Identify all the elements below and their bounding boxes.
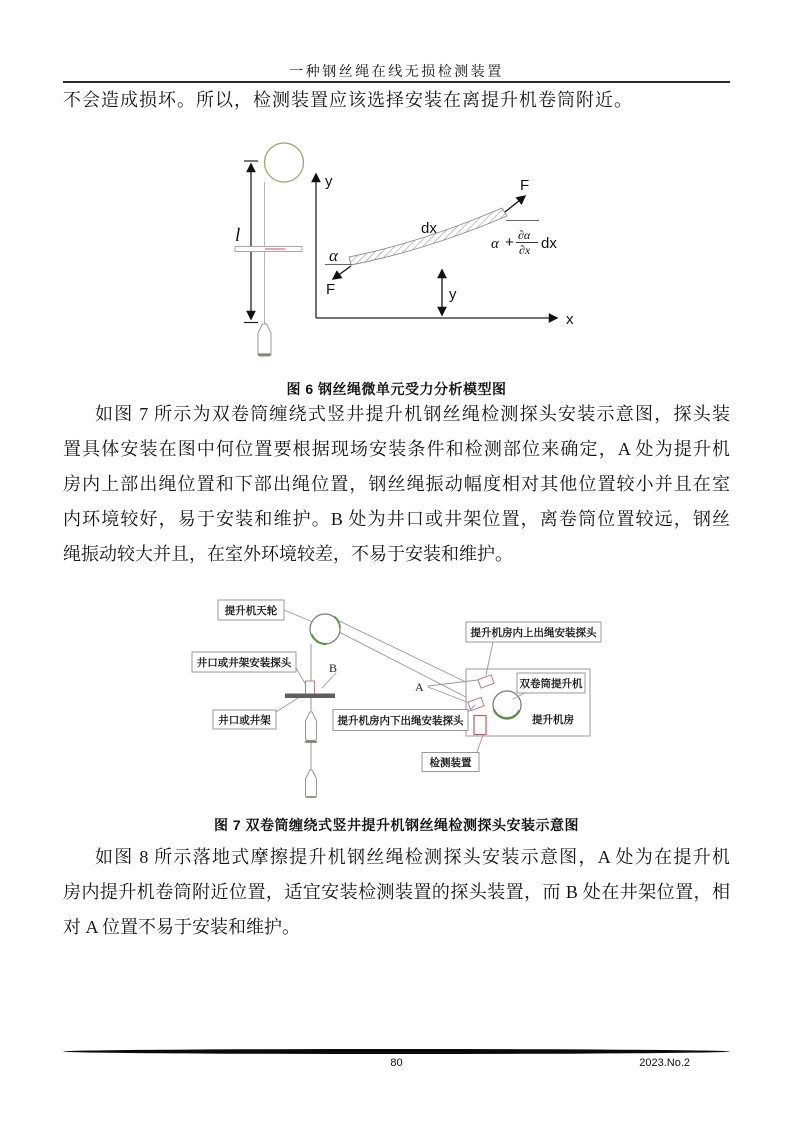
x-axis-label: x bbox=[566, 311, 574, 328]
wellhead-bar bbox=[285, 694, 335, 699]
label-wellhead bbox=[213, 710, 276, 729]
figure7-diagram bbox=[185, 595, 605, 807]
label-wellhead-text: 井口或井架 bbox=[218, 714, 271, 727]
label-probe-wellhead bbox=[192, 652, 296, 672]
rope-pendulum-sketch bbox=[235, 143, 304, 356]
paragraph-line: 对 A 位置不易于安装和维护。 bbox=[63, 917, 301, 937]
point-a-label: A bbox=[415, 680, 424, 694]
label-probe-wellhead-text: 井口或井架安装探头 bbox=[196, 657, 292, 669]
figure7-caption: 图 7 双卷筒缠绕式竖井提升机钢丝绳检测探头安装示意图 bbox=[213, 817, 580, 833]
label-head-sheave bbox=[218, 600, 284, 620]
force-right-label: F bbox=[520, 177, 530, 194]
detector-icon bbox=[474, 716, 486, 735]
page-header-title: 一种钢丝绳在线无损检测装置 bbox=[289, 65, 504, 80]
leader-head-sheave bbox=[284, 610, 313, 622]
label-detector-text: 检测装置 bbox=[429, 757, 472, 769]
formula-plus: + bbox=[505, 234, 514, 251]
label-drum bbox=[517, 673, 585, 693]
sag-label: y bbox=[449, 286, 457, 303]
length-label: l bbox=[235, 225, 241, 246]
leader-wellhead bbox=[276, 698, 298, 712]
formula-numerator: ∂α bbox=[518, 228, 531, 242]
paragraph-line: 置具体安装在图中何位置要根据现场安装条件和检测部位来确定，A 处为提升机 bbox=[63, 439, 730, 459]
force-left-arrow bbox=[333, 266, 351, 279]
formula-denominator: ∂x bbox=[519, 243, 531, 257]
leader-probe-wellhead bbox=[296, 668, 306, 685]
paragraph-line: 如图 8 所示落地式摩擦提升机钢丝绳检测探头安装示意图，A 处为在提升机 bbox=[95, 847, 730, 867]
formula-dx: dx bbox=[541, 235, 557, 252]
page-number: 80 bbox=[390, 1057, 403, 1069]
footer-rule bbox=[63, 1049, 730, 1054]
formula-alpha: α bbox=[491, 236, 499, 252]
figure6-caption: 图 6 钢丝绳微单元受力分析模型图 bbox=[286, 381, 507, 397]
paragraph-2 bbox=[63, 397, 730, 572]
paragraph-line: 不会造成损坏。所以，检测装置应该选择安装在离提升机卷筒附近。 bbox=[63, 90, 633, 110]
weight-icon bbox=[258, 324, 271, 356]
machine-room-label: 提升机房 bbox=[532, 714, 574, 726]
paragraph-line: 房内提升机卷筒附近位置，适宜安装检测装置的探头装置，而 B 处在井架位置，相 bbox=[63, 882, 730, 902]
figure6-diagram bbox=[225, 140, 580, 378]
label-probe-upper-text: 提升机房内上出绳安装探头 bbox=[470, 627, 597, 639]
leader-detector bbox=[477, 735, 483, 752]
label-probe-lower bbox=[333, 710, 468, 731]
label-drum-text: 双卷筒提升机 bbox=[519, 678, 583, 690]
pulley-icon bbox=[265, 143, 304, 182]
label-probe-upper bbox=[466, 622, 601, 642]
label-detector bbox=[422, 753, 479, 772]
angle-formula bbox=[491, 228, 557, 257]
point-b-label: B bbox=[329, 661, 338, 675]
dx-label: dx bbox=[421, 220, 437, 237]
label-head-sheave-text: 提升机天轮 bbox=[224, 605, 278, 617]
probe-b-icon bbox=[306, 681, 315, 694]
paragraph-line: 绳振动较大并且，在室外环境较差，不易于安装和维护。 bbox=[63, 544, 513, 564]
issue-label: 2023.No.2 bbox=[639, 1057, 690, 1069]
y-axis-label: y bbox=[325, 173, 333, 190]
weight1-icon bbox=[306, 712, 317, 741]
paragraph-1 bbox=[63, 83, 730, 118]
weight2-icon bbox=[306, 770, 317, 798]
force-right-arrow bbox=[505, 196, 525, 212]
paragraph-3 bbox=[63, 840, 730, 945]
alpha-label: α bbox=[329, 246, 338, 265]
paragraph-line: 房内上部出绳位置和下部出绳位置，钢丝绳振动幅度相对其他位置较小并且在室 bbox=[63, 474, 730, 494]
paragraph-line: 内环境较好，易于安装和维护。B 处为井口或井架位置，离卷筒位置较远，钢丝 bbox=[63, 509, 730, 529]
leader-b bbox=[322, 673, 336, 688]
label-probe-lower-text: 提升机房内下出绳安装探头 bbox=[337, 715, 464, 727]
force-left-label: F bbox=[326, 281, 336, 298]
force-plot bbox=[316, 173, 574, 328]
paragraph-line: 如图 7 所示为双卷筒缠绕式竖井提升机钢丝绳检测探头安装示意图，探头装 bbox=[95, 404, 730, 424]
